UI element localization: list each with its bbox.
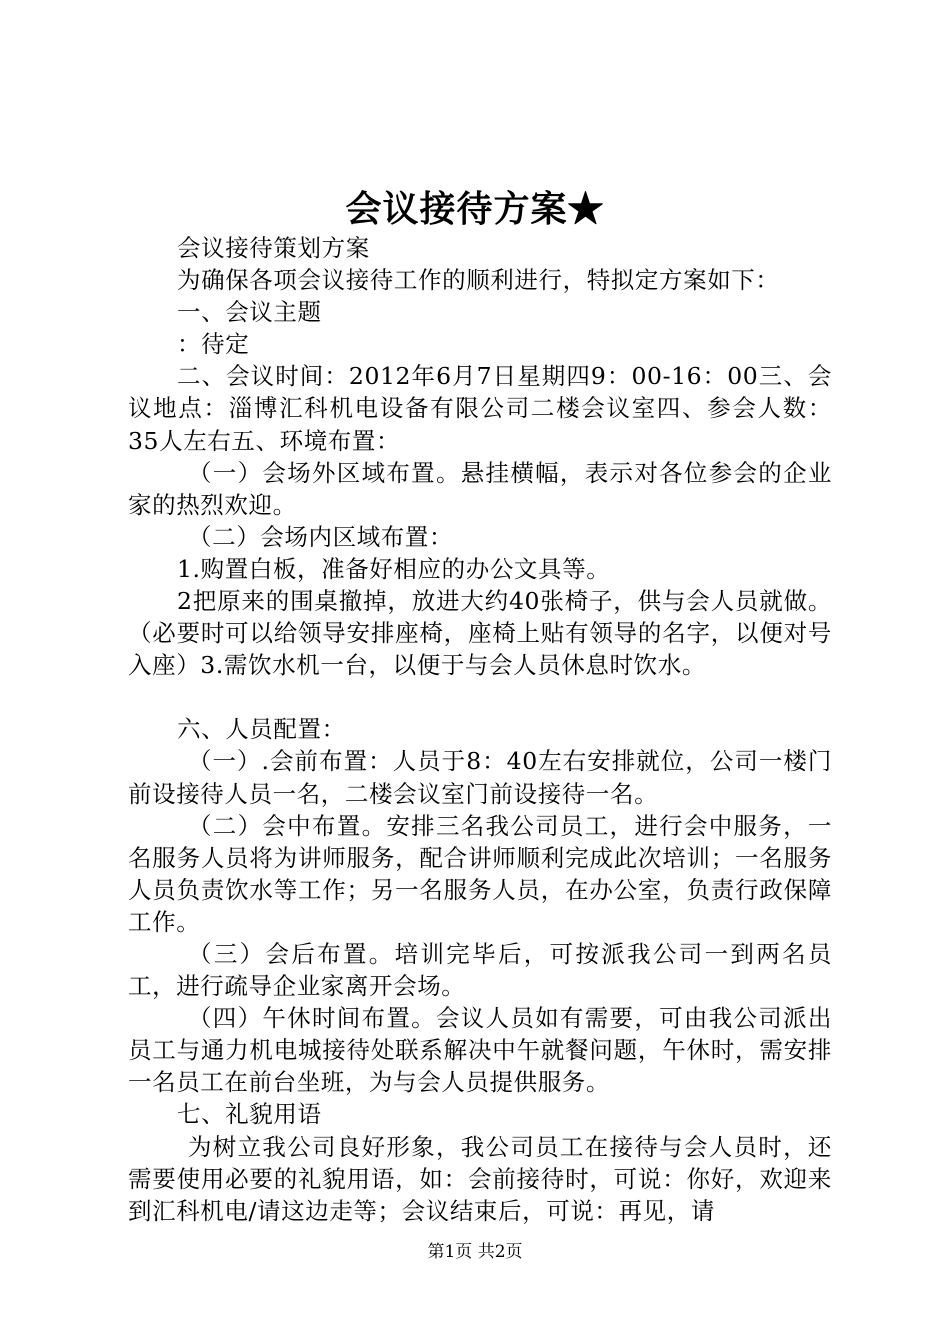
section-heading-theme: 一、会议主题	[177, 298, 322, 327]
page-title: 会议接待方案★	[345, 188, 605, 230]
section-heading-courtesy: 七、礼貌用语	[177, 1100, 322, 1129]
paragraph-whiteboard: 1.购置白板，准备好相应的办公文具等。	[177, 554, 611, 583]
paragraph-spacer	[128, 681, 832, 713]
paragraph-after-meeting: （三）会后布置。培训完毕后，可按派我公司一到两名员工，进行疏导企业家离开会场。	[128, 939, 832, 1001]
paragraph-during-meeting: （二）会中布置。安排三名我公司员工，进行会中服务，一名服务人员将为讲师服务，配合讲师顺利完成此次培训；一名服务人员负责饮水等工作；另一名服务人员，在办公室，负责行政保障工作。	[128, 811, 832, 936]
paragraph-chairs: 2把原来的围桌撤掉，放进大约40张椅子，供与会人员就做。（必要时可以给领导安排座椅，座椅上贴有领导的名字，以便对号入座）3.需饮水机一台，以便于与会人员休息时饮水。	[128, 587, 832, 680]
paragraph-intro: 为确保各项会议接待工作的顺利进行，特拟定方案如下：	[177, 266, 780, 295]
paragraph-time-place-attendees: 二、会议时间：2012年6月7日星期四9：00-16：00三、会议地点：淄博汇科机电设备有限公司二楼会议室四、参会人数：35人左右五、环境布置：	[128, 362, 832, 455]
paragraph-lunch-break: （四）午休时间布置。会议人员如有需要，可由我公司派出员工与通力机电城接待处联系解决中午就餐问题，午休时，需安排一名员工在前台坐班，为与会人员提供服务。	[128, 1004, 832, 1097]
document-body	[128, 232, 832, 1227]
section-heading-staffing: 六、人员配置：	[177, 715, 346, 744]
paragraph-inside-layout: （二）会场内区域布置：	[188, 522, 454, 551]
paragraph-outside-layout: （一）会场外区域布置。悬挂横幅，表示对各位参会的企业家的热烈欢迎。	[128, 458, 832, 519]
paragraph-theme-value: ：待定	[177, 330, 250, 359]
page-footer: 第1页 共2页	[427, 1242, 523, 1262]
paragraph-before-meeting: （一）.会前布置：人员于8：40左右安排就位，公司一楼门前设接待人员一名，二楼会议室门前设接待一名。	[128, 747, 832, 808]
paragraph-courtesy-phrases: 为树立我公司良好形象，我公司员工在接待与会人员时，还需要使用必要的礼貌用语，如：会前接待时，可说：你好，欢迎来到汇科机电/请这边走等；会议结束后，可说：再见，请	[128, 1132, 832, 1225]
paragraph-plan-heading: 会议接待策划方案	[177, 234, 370, 262]
